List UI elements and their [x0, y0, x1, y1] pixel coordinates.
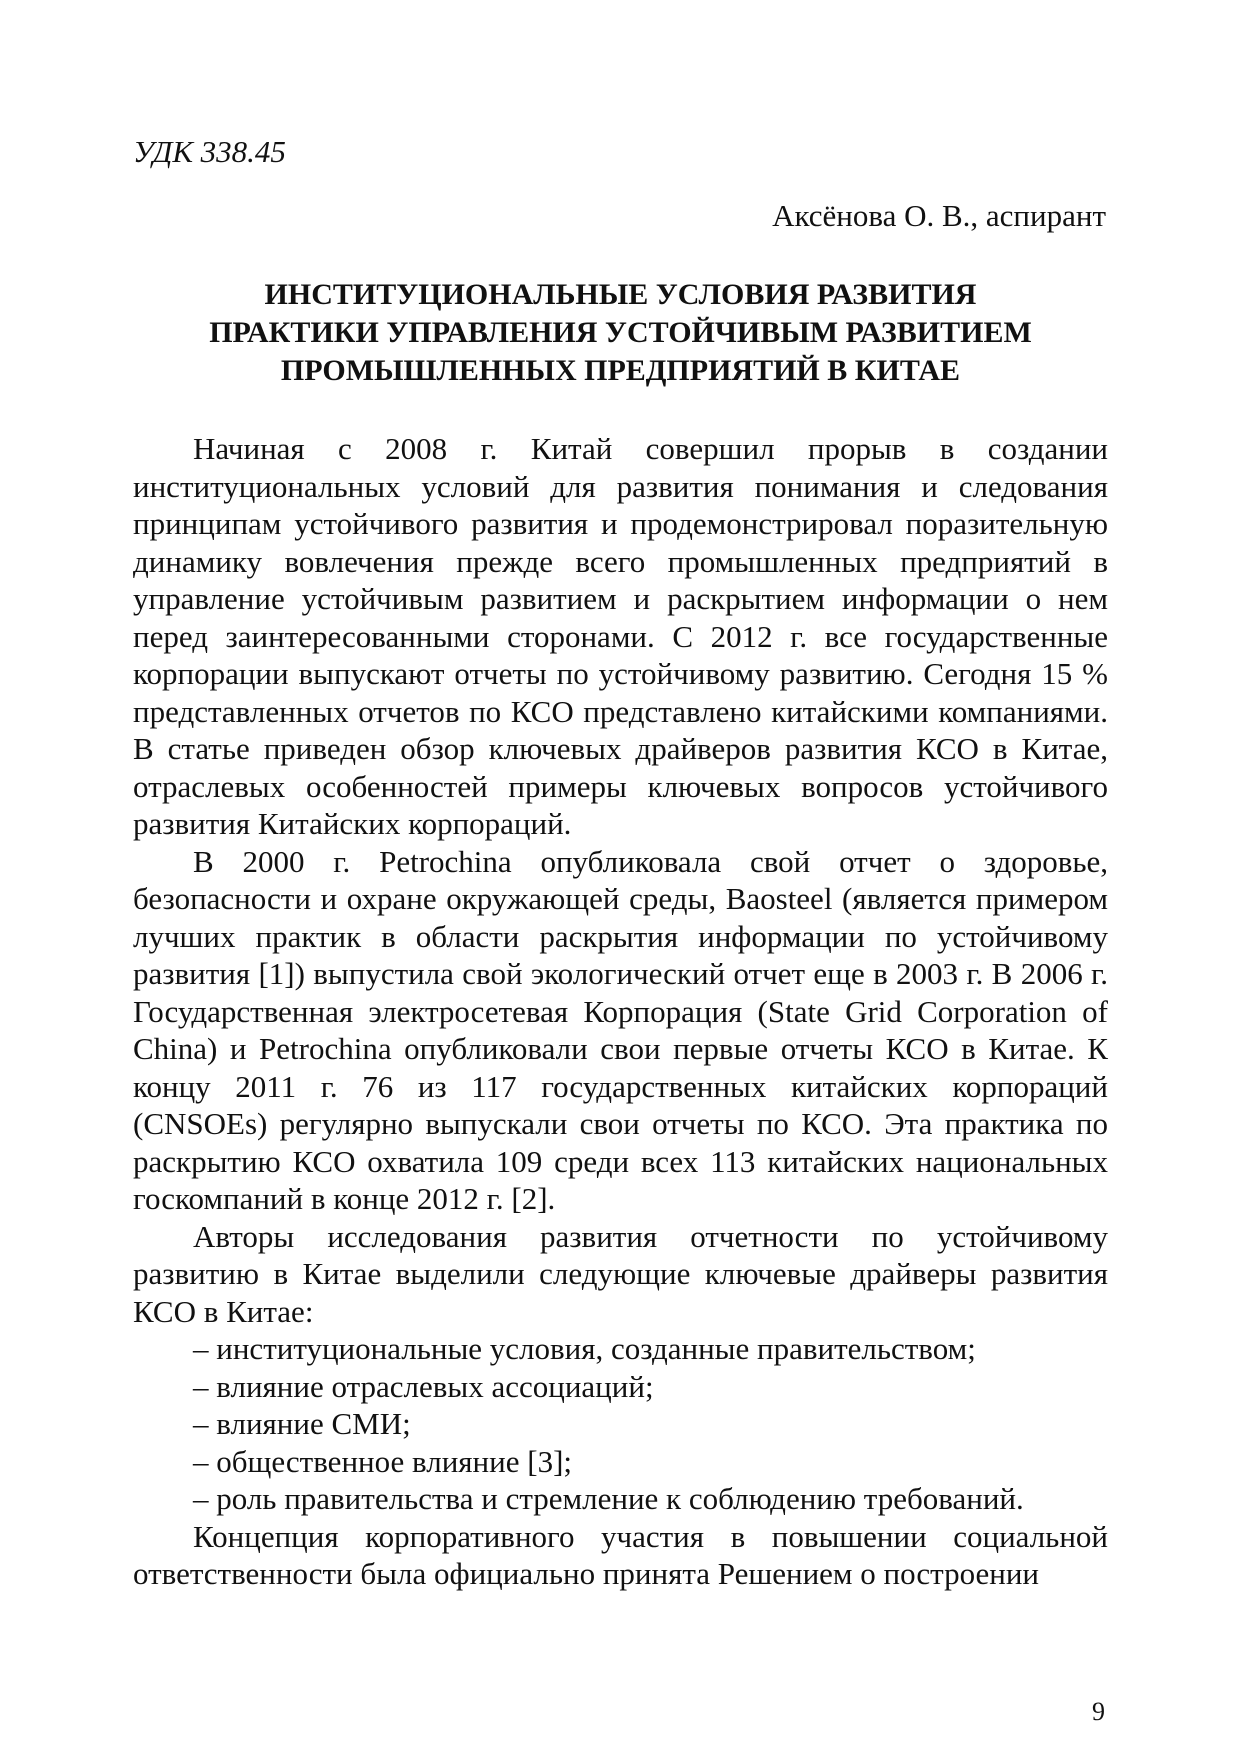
title-line: ИНСТИТУЦИОНАЛЬНЫЕ УСЛОВИЯ РАЗВИТИЯ [264, 278, 977, 311]
author-line: Аксёнова О. В., аспирант [772, 198, 1106, 233]
title-line: ПРОМЫШЛЕННЫХ ПРЕДПРИЯТИЙ В КИТАЕ [280, 354, 961, 387]
title-line: ПРАКТИКИ УПРАВЛЕНИЯ УСТОЙЧИВЫМ РАЗВИТИЕМ [209, 316, 1032, 349]
paragraph: Авторы исследования развития отчетности по устойчивому развитию в Китае выделили следующие ключевые драйверы развития КСО в Китае: [133, 1218, 1108, 1329]
article-body [133, 430, 1108, 1593]
list-item: – роль правительства и стремление к соблюдению требований. [193, 1481, 1024, 1516]
drivers-list [133, 1330, 1108, 1518]
page-number: 9 [1092, 1697, 1105, 1726]
paragraph: Концепция корпоративного участия в повышении социальной ответственности была официально принята Решением о построении [133, 1518, 1108, 1591]
list-item: – влияние СМИ; [193, 1406, 411, 1441]
list-item: – влияние отраслевых ассоциаций; [193, 1368, 654, 1404]
list-item: – институциональные условия, созданные правительством; [193, 1331, 976, 1366]
paragraph: Начиная с 2008 г. Китай совершил прорыв в создании институциональных условий для развития понимания и следования принципам устойчивого развития и продемонстрировал поразительную динамику вовлечения прежде всего промышленных предприятий в управление устойчивым развитием и раскрытием информации о нем перед заинтересованными сторонами. С 2012 г. все государственные корпорации выпускают отчеты по устойчивому развитию. Сегодня 15 % представленных отчетов по КСО представлено китайскими компаниями. В статье приведен обзор ключевых драйверов развития КСО в Китае, отраслевых особенностей примеры ключевых вопросов устойчивого развития Китайских корпораций. [133, 431, 1108, 841]
article-title [133, 276, 1108, 390]
list-item: – общественное влияние [3]; [193, 1443, 573, 1479]
paragraph: В 2000 г. Petrochina опубликовала свой отчет о здоровье, безопасности и охране окружающей среды, Baosteel (является примером лучших практик в области раскрытия информации по устойчивому развития [1]) выпустила свой экологический отчет еще в 2003 г. В 2006 г. Государственная электросетевая Корпорация (State Grid Corporation of China) и Petrochina опубликовали свои первые отчеты КСО в Китае. К концу 2011 г. 76 из 117 государственных китайских корпораций (CNSOEs) регулярно выпускали свои отчеты по КСО. Эта практика по раскрытию КСО охватила 109 среди всех 113 китайских национальных госкомпаний в конце 2012 г. [2]. [133, 843, 1108, 1216]
udk-code: УДК 338.45 [133, 134, 286, 169]
